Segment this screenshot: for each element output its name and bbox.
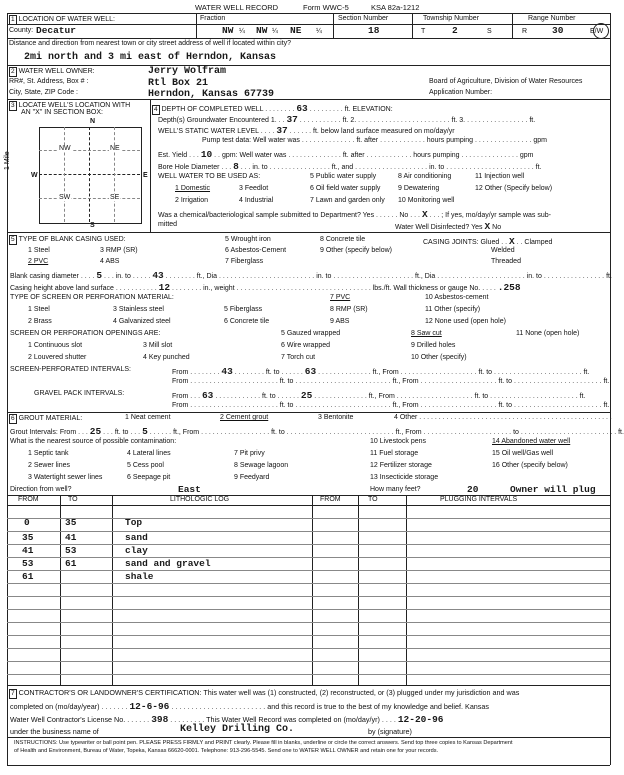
plug-note[interactable]: Owner will plug — [510, 484, 596, 495]
business-row: under the business name of — [10, 727, 99, 736]
contam-12[interactable]: 12 Fertilizer storage — [370, 462, 432, 469]
log-row-line — [7, 622, 610, 623]
screen-7-selected[interactable]: 7 PVC — [330, 294, 351, 301]
direction-label: Direction from well? — [10, 486, 72, 493]
log-row-line — [7, 635, 610, 636]
opening-8-selected[interactable]: 8 Saw cut — [411, 330, 442, 337]
screen-6[interactable]: 6 Concrete tile — [224, 318, 270, 325]
fraction-label: Fraction — [200, 15, 226, 22]
opening-7[interactable]: 7 Torch cut — [281, 354, 316, 361]
contam-15[interactable]: 15 Oil well/Gas well — [492, 450, 554, 457]
owner-address[interactable]: Rtl Box 21 — [148, 78, 209, 89]
section-quarter-h2 — [39, 198, 140, 199]
fraction-1[interactable]: NW — [222, 25, 234, 36]
casing-2-selected[interactable]: 2 PVC — [28, 258, 49, 265]
plugging-intervals-header: PLUGGING INTERVALS — [440, 496, 518, 503]
use-3[interactable]: 3 Feedlot — [239, 185, 269, 192]
rule — [7, 412, 610, 413]
screen-5[interactable]: 5 Fiberglass — [224, 306, 263, 313]
fraction-2[interactable]: NW — [256, 25, 268, 36]
form-number: Form WWC-5 — [303, 3, 349, 12]
use-4[interactable]: 4 Industrial — [239, 197, 274, 204]
log-row-desc[interactable]: sand — [125, 532, 148, 543]
section-quarter-v1 — [64, 127, 65, 222]
log-row-line — [7, 557, 610, 558]
statute: KSA 82a-1212 — [371, 3, 420, 12]
opening-1[interactable]: 1 Continuous slot — [28, 342, 83, 349]
form-title: WATER WELL RECORD — [195, 3, 279, 12]
completed-row: completed on (mo/day/year) . . . . . . . 12-6-96 . . . . . . . . . . . . . . . . . . . . . . . . and this record is true to the best of my knowledge and belief. Kansas — [10, 701, 489, 712]
contam-11[interactable]: 11 Fuel storage — [370, 450, 419, 457]
screen-4[interactable]: 4 Galvanized steel — [113, 318, 171, 325]
casing-4[interactable]: 4 ABS — [100, 258, 120, 265]
use-11[interactable]: 11 Injection well — [475, 173, 525, 180]
rule — [7, 13, 8, 765]
use-label: WELL WATER TO BE USED AS: — [158, 173, 261, 180]
quarter-1: ¼ — [239, 28, 245, 35]
use-10[interactable]: 10 Monitoring well — [398, 197, 455, 204]
contam-10[interactable]: 10 Livestock pens — [370, 438, 427, 445]
quarter-2: ¼ — [272, 28, 278, 35]
rule — [7, 505, 610, 506]
quadrant-nw: NW — [59, 145, 71, 152]
casing-8[interactable]: 8 Concrete tile — [320, 236, 366, 243]
static-level-row: WELL'S STATIC WATER LEVEL . . . . 37 . . . . . . ft. below land surface measured on mo/day/yr — [158, 125, 455, 136]
grout-intervals-row: Grout Intervals: From . . . 25 . . . ft. to . . . 5 . . . . . . ft., From . . . . . . . . . . . . . . . . . . ft. to . . . . . . . . . . . . . . . . . . . . . . . . . . . . ft., From . . . . . . . . . . . . . . . . . . . . . . . to . . . . . . . . . . . . . . . . . . . . . . . . . ft. — [10, 426, 624, 437]
log-row-to[interactable]: 61 — [65, 558, 77, 569]
contam-3[interactable]: 3 Watertight sewer lines — [28, 474, 103, 481]
log-from-header: FROM — [18, 496, 39, 503]
opening-5[interactable]: 5 Gauzed wrapped — [281, 330, 341, 337]
casing-6[interactable]: 6 Asbestos-Cement — [225, 247, 287, 254]
opening-10[interactable]: 10 Other (specify) — [411, 354, 467, 361]
rule — [150, 99, 151, 232]
log-row-from[interactable]: 0 — [24, 517, 30, 528]
rule — [7, 737, 610, 738]
screen-12[interactable]: 12 None used (open hole) — [425, 318, 506, 325]
owner-city[interactable]: Herndon, Kansas 67739 — [148, 89, 275, 100]
section-1-label: 1 LOCATION OF WATER WELL: — [11, 16, 115, 23]
howmany-value[interactable]: 20 — [467, 484, 479, 495]
signature-label: by (signature) — [368, 727, 412, 736]
rule — [7, 24, 610, 25]
section-3-label-2: AN "X" IN SECTION BOX: — [21, 109, 103, 116]
opening-11[interactable]: 11 None (open hole) — [516, 330, 580, 337]
screen-3[interactable]: 3 Stainless steel — [113, 306, 164, 313]
screen-1[interactable]: 1 Steel — [28, 306, 50, 313]
contam-14-selected[interactable]: 14 Abandoned water well — [492, 438, 571, 445]
threaded[interactable]: Threaded — [491, 258, 521, 265]
section-number-value[interactable]: 18 — [368, 25, 380, 36]
rule — [358, 495, 359, 685]
contam-9[interactable]: 9 Feedyard — [234, 474, 270, 481]
use-7[interactable]: 7 Lawn and garden only — [310, 197, 385, 204]
screen-11[interactable]: 11 Other (specify) — [425, 306, 481, 313]
screen-9[interactable]: 9 ABS — [330, 318, 350, 325]
use-8[interactable]: 8 Air conditioning — [398, 173, 452, 180]
casing-9[interactable]: 9 Other (specify below) — [320, 247, 392, 254]
plug-to-header: TO — [368, 496, 378, 503]
range-r: R — [522, 28, 528, 35]
section-3-label: 3 LOCATE WELL'S LOCATION WITH — [11, 102, 131, 109]
gravel-row-1: From . . . 63 . . . . . . . . . . . . ft. to . . . . . . 25 . . . . . . . . . . . . . . ft., From . . . . . . . . . . . . . . . . . . . . ft. to . . . . . . . . . . . . . . . . . . . . . . . ft. — [172, 390, 586, 401]
range-value[interactable]: 30 — [552, 25, 564, 36]
use-6[interactable]: 6 Oil field water supply — [310, 185, 381, 192]
section-divider-h — [39, 174, 140, 175]
rule — [406, 495, 407, 685]
log-row-line — [7, 544, 610, 545]
grout-4[interactable]: 4 Other . . . . . . . . . . . . . . . . . . . . . . . . . . . . . . . . . . . . . . . . . . . . . . . . . . — [394, 414, 612, 421]
log-row-line — [7, 648, 610, 649]
contam-1[interactable]: 1 Septic tank — [28, 450, 69, 457]
chemical-sample-row: Was a chemical/bacteriological sample submitted to Department? Yes . . . . . . No . . . X . . . ; If yes, mo/day/yr sample was sub- — [158, 209, 551, 220]
casing-7[interactable]: 7 Fiberglass — [225, 258, 264, 265]
county-label: County: — [9, 27, 34, 34]
perforated-row-1: From . . . . . . . . 43 . . . . . . . . ft. to . . . . . . 63 . . . . . . . . . . . . . . ft., From . . . . . . . . . . . . . . . . . . . . ft. to . . . . . . . . . . . . . . . . . . . . . . . ft. — [172, 366, 590, 377]
screen-material-label: TYPE OF SCREEN OR PERFORATION MATERIAL: — [10, 294, 174, 301]
direction-value[interactable]: East — [178, 484, 201, 495]
perforated-row-2: From . . . . . . . . . . . . . . . . . . . . . . . ft. to . . . . . . . . . . . . . . . . . . . . . . . . . ft., From . . . . . . . . . . . . . . . . . . . . ft. to . . . . . . . . . . . . . . . . . . . . . . . ft. — [172, 378, 610, 385]
opening-2[interactable]: 2 Louvered shutter — [28, 354, 87, 361]
use-5[interactable]: 5 Public water supply — [310, 173, 377, 180]
section-4-label: 4 DEPTH OF COMPLETED WELL . . . . . . . . 63 . . . . . . . . . ft. ELEVATION: — [154, 103, 393, 114]
log-row-line — [7, 518, 610, 519]
grout-3[interactable]: 3 Bentonite — [318, 414, 354, 421]
log-row-from[interactable]: 61 — [22, 571, 34, 582]
plug-from-header: FROM — [320, 496, 341, 503]
log-row-from[interactable]: 41 — [22, 545, 34, 556]
section-box[interactable] — [39, 127, 142, 224]
use-12[interactable]: 12 Other (Specify below) — [475, 185, 553, 192]
log-row-from[interactable]: 35 — [22, 532, 34, 543]
distance-value[interactable]: 2mi north and 3 mi east of Herndon, Kansas — [24, 52, 277, 63]
use-1-selected[interactable]: 1 Domestic — [175, 185, 211, 192]
contam-13[interactable]: 13 Insecticide storage — [370, 474, 439, 481]
rule — [7, 38, 610, 39]
license-row: Water Well Contractor's License No. . . . . . . 398 . . . . . . . . . This Water Well Record was completed on (mo/day/yr) . . . . 12-20-96 — [10, 714, 444, 725]
log-row-desc[interactable]: sand and gravel — [125, 558, 211, 569]
gravel-label: GRAVEL PACK INTERVALS: — [34, 390, 125, 397]
blank-casing-diameter-row: Blank casing diameter . . . . 5 . . . in. to . . . . . 43 . . . . . . . . ft., Dia . . . . . . . . . . . . . . . . . . . . . . . . . in. to . . . . . . . . . . . . . . . . . . . . . ft., Dia . . . . . . . . . . . . . . . . . . . . . . . in. to . . . . . . . . . . . . . . . . ft. — [10, 270, 612, 281]
rule — [7, 765, 610, 766]
rule — [412, 13, 413, 38]
section-number-label: Section Number — [338, 15, 389, 22]
township-s: S — [487, 28, 492, 35]
compass-s: S — [90, 222, 95, 229]
contam-2[interactable]: 2 Sewer lines — [28, 462, 71, 469]
lithologic-log-header: LITHOLOGIC LOG — [170, 496, 230, 503]
rule — [7, 495, 610, 496]
opening-9[interactable]: 9 Drilled holes — [411, 342, 456, 349]
log-row-line — [7, 661, 610, 662]
quadrant-ne: NE — [110, 145, 120, 152]
log-row-line — [7, 596, 610, 597]
opening-6[interactable]: 6 Wire wrapped — [281, 342, 331, 349]
rule — [312, 495, 313, 685]
pump-test-row: Pump test data: Well water was . . . . . . . . . . . . . . ft. after . . . . . . . . . . . . hours pumping . . . . . . . . . . . . . . . gpm — [202, 137, 547, 144]
rule — [7, 99, 610, 100]
compass-e: E — [143, 172, 148, 179]
contam-7[interactable]: 7 Pit privy — [234, 450, 265, 457]
groundwater-row: Depth(s) Groundwater Encountered 1. . . 37 . . . . . . . . . . . ft. 2. . . . . . . . . . . . . . . . . . . . . . . . . ft. 3. . . . . . . . . . . . . . . . . ft. — [158, 114, 536, 125]
range-e-circle — [593, 23, 609, 39]
section-5-label: 5 TYPE OF BLANK CASING USED: — [11, 236, 126, 243]
perforated-label: SCREEN-PERFORATED INTERVALS: — [10, 366, 131, 373]
grout-1[interactable]: 1 Neat cement — [125, 414, 171, 421]
contam-5[interactable]: 5 Cess pool — [127, 462, 164, 469]
log-row-line — [7, 609, 610, 610]
disinfected-row: Water Well Disinfected? Yes X No — [395, 221, 502, 232]
rule — [333, 13, 334, 38]
city-label: City, State, ZIP Code : — [9, 89, 78, 96]
casing-3[interactable]: 3 RMP (SR) — [100, 247, 138, 254]
log-to-header: TO — [68, 496, 78, 503]
compass-w: W — [31, 172, 38, 179]
use-2[interactable]: 2 Irrigation — [175, 197, 209, 204]
opening-3[interactable]: 3 Mill slot — [143, 342, 173, 349]
log-row-to[interactable]: 41 — [65, 532, 77, 543]
county-value[interactable]: Decatur — [36, 25, 76, 36]
township-value[interactable]: 2 — [452, 25, 458, 36]
log-row-desc[interactable]: shale — [125, 571, 154, 582]
log-row-to[interactable]: 53 — [65, 545, 77, 556]
rule — [7, 65, 610, 66]
contam-4[interactable]: 4 Lateral lines — [127, 450, 171, 457]
openings-label: SCREEN OR PERFORATION OPENINGS ARE: — [10, 330, 161, 337]
rule — [512, 13, 513, 38]
township-label: Township Number — [423, 15, 480, 22]
log-row-line — [7, 570, 610, 571]
contamination-label: What is the nearest source of possible contamination: — [10, 438, 177, 445]
contam-6[interactable]: 6 Seepage pit — [127, 474, 171, 481]
application-number: Application Number: — [429, 89, 493, 96]
log-row-line — [7, 531, 610, 532]
quarter-3: ¼ — [316, 28, 322, 35]
range-label: Range Number — [528, 15, 576, 22]
business-value[interactable]: Kelley Drilling Co. — [180, 724, 295, 735]
screen-2[interactable]: 2 Brass — [28, 318, 52, 325]
casing-1[interactable]: 1 Steel — [28, 247, 50, 254]
distance-label: Distance and direction from nearest town or city street address of well if located within city? — [9, 40, 292, 47]
quadrant-sw: SW — [59, 194, 71, 201]
owner-name[interactable]: Jerry Wolfram — [148, 66, 227, 77]
bore-row: Bore Hole Diameter . . . 8 . . . in. to . . . . . . . . . . . . . . . . ft., and . . . . . . . . . . . . . . . . . . . in. to . . . . . . . . . . . . . . . . . . . . . . . ft. — [158, 161, 542, 172]
log-row-desc[interactable]: Top — [125, 517, 143, 528]
grout-2-selected[interactable]: 2 Cement grout — [220, 414, 269, 421]
township-t: T — [421, 28, 426, 35]
rule — [7, 13, 610, 14]
screen-10[interactable]: 10 Asbestos-cement — [425, 294, 489, 301]
log-row-desc[interactable]: clay — [125, 545, 148, 556]
rule — [196, 13, 197, 38]
certification-text: 7 CONTRACTOR'S OR LANDOWNER'S CERTIFICATION: This water well was (1) constructed, (2) reconstructed, or (3) plugged under my jurisdiction and was — [11, 688, 520, 697]
log-row-to[interactable]: 35 — [65, 517, 77, 528]
casing-height-row: Casing height above land surface . . . . . . . . . . . 12 . . . . . . . . in., weight . . . . . . . . . . . . . . . . . . . . . . . . . . . . . . . . . . . lbs./ft. Wall thickness or gauge No. . . . . .258 — [10, 282, 521, 293]
section-6-label: 6 GROUT MATERIAL: — [11, 415, 83, 422]
board-text: Board of Agriculture, Division of Water Resources — [429, 78, 583, 85]
rule — [60, 495, 61, 685]
howmany-label: How many feet? — [370, 486, 421, 493]
fraction-3[interactable]: NE — [290, 25, 302, 36]
instructions-line-2: of Health and Environment, Bureau of Water, Topeka, Kansas 66620-0001. Telephone: 913-296-5545. Send one to WATER WELL OWNER and retain one for your records. — [14, 748, 439, 754]
contam-8[interactable]: 8 Sewage lagoon — [234, 462, 289, 469]
rule — [610, 13, 611, 765]
section-quarter-h1 — [39, 150, 140, 151]
opening-4[interactable]: 4 Key punched — [143, 354, 190, 361]
use-9[interactable]: 9 Dewatering — [398, 185, 440, 192]
range-ew: E/W — [590, 28, 604, 35]
quadrant-se: SE — [110, 194, 120, 201]
section-quarter-v2 — [114, 127, 115, 222]
contam-16[interactable]: 16 Other (specify below) — [492, 462, 568, 469]
gravel-row-2: From . . . . . . . . . . . . . . . . . . . . . . . ft. to . . . . . . . . . . . . . . . . . . . . . . . . . ft., From . . . . . . . . . . . . . . . . . . . . ft. to . . . . . . . . . . . . . . . . . . . . . . . ft. — [172, 402, 610, 409]
compass-n: N — [90, 118, 96, 125]
section-2-label: 2 WATER WELL OWNER: — [11, 68, 95, 75]
instructions-line-1: INSTRUCTIONS: Use typewriter or ball point pen. PLEASE PRESS FIRMLY and PRINT clearly. Please fill in blanks, underline or circle the correct answers. Send top three copies to Kansas Department — [14, 740, 513, 746]
welded[interactable]: Welded — [491, 247, 515, 254]
rule — [112, 495, 113, 685]
yield-row: Est. Yield . . . 10 . . gpm: Well water was . . . . . . . . . . . . . . ft. after . . . . . . . . . . . . hours pumping . . . . . . . . . . . . . . . gpm — [158, 149, 534, 160]
log-row-line — [7, 583, 610, 584]
log-row-line — [7, 674, 610, 675]
casing-5[interactable]: 5 Wrought iron — [225, 236, 271, 243]
rule — [7, 685, 610, 686]
rule — [7, 232, 610, 233]
mile-label: 1 Mile — [4, 151, 11, 170]
casing-joints-row: CASING JOINTS: Glued . . X . . Clamped — [423, 236, 553, 247]
screen-8[interactable]: 8 RMP (SR) — [330, 306, 368, 313]
mitted: mitted — [158, 221, 178, 228]
rr-label: RR#, St. Address, Box # : — [9, 78, 89, 85]
log-row-from[interactable]: 53 — [22, 558, 34, 569]
